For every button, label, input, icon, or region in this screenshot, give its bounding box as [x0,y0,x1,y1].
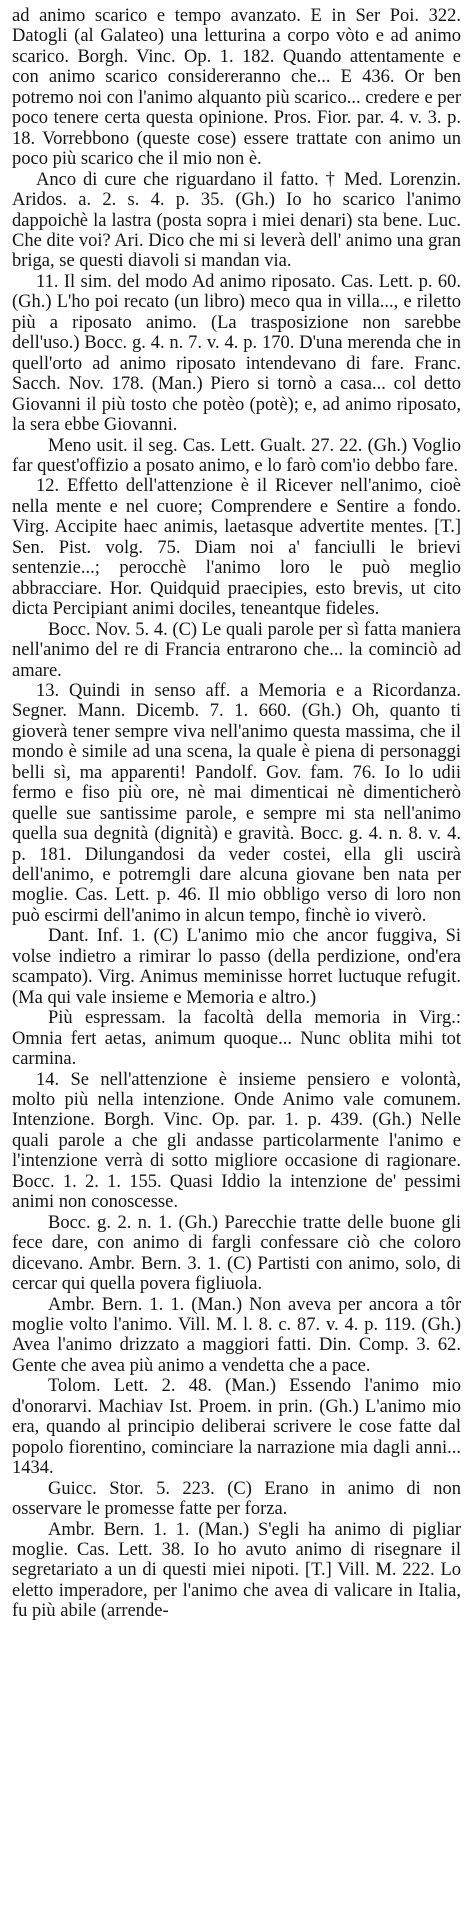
dictionary-paragraph [12,6,466,170]
dictionary-paragraph [12,680,466,926]
paragraph-text: Ambr. Bern. 1. 1. (Man.) S'egli ha animo di pigliar moglie. Cas. Lett. 38. Io ho avuto animo di risegnare il segretariato a un di questi miei nipoti. [T.] Vill. M. 222. Lo eletto imperadore, per l'animo che avea di valicare in Italia, fu più abile (arrende- [12,1519,466,1622]
paragraph-text: 14. Se nell'attenzione è insieme pensiero e volontà, molto più nella intenzione. Onde Animo vale comunem. Intenzione. Borgh. Vinc. Op. par. 1. p. 439. (Gh.) Nelle quali parole a che gli andasse particolarmente l'animo e l'intenzione verrà di sotto migliore occasione di ragionare. Bocc. 1. 2. 1. 155. Quasi Iddio la intenzione de' pessimi animi non conoscesse. [12,1069,466,1213]
paragraph-text: 11. Il sim. del modo Ad animo riposato. Cas. Lett. p. 60. (Gh.) L'ho poi recato (un libro) meco qua in villa..., e riletto più a riposato animo. (La trasposizione non sarebbe dell'uso.) Bocc. g. 4. n. 7. v. 4. p. 170. D'una merenda che in quell'orto ad animo riposato intendevano di fare. Franc. Sacch. Nov. 178. (Man.) Piero si tornò a casa... col detto Giovanni il più tosto che potèo (potè); e, ad animo riposato, la sera ebbe Giovanni. [12,271,466,436]
paragraph-text: Guicc. Stor. 5. 223. (C) Erano in animo di non osservare le promesse fatte per forza. [12,1478,466,1520]
paragraph-text: ad animo scarico e tempo avanzato. E in Ser Poi. 322. Datogli (al Galateo) una letturina a corpo vòto e ad animo scarico. Borgh. Vinc. Op. 1. 182. Quando attentamente e con animo scarico considereranno che... E 436. Or ben potremo noi con l'animo alquanto più scarico... credere e per poco tenere certa questa opinione. Pros. Fior. par. 4. v. 3. p. 18. Vorrebbono (queste cose) essere trattate con animo un poco più scarico che il mio non è. [12,6,466,170]
paragraph-text: Dant. Inf. 1. (C) L'animo mio che ancor fuggiva, Si volse indietro a rimirar lo passo (della perdizione, ond'era scampato). Virg. Animus meminisse horret luctuque refugit. (Ma qui vale insieme e Memoria e altro.) [12,926,466,1008]
paragraph-text: Bocc. g. 2. n. 1. (Gh.) Parecchie tratte delle buone gli fece dare, con animo di fargli confessare ciò che coloro dicevano. Ambr. Bern. 3. 1. (C) Partisti con animo, solo, di cercar qui quella povera figliuola. [12,1212,466,1295]
dictionary-paragraph [12,926,466,1008]
dictionary-paragraph [12,1212,466,1295]
paragraph-text: Tolom. Lett. 2. 48. (Man.) Essendo l'animo mio d'onorarvi. Machiav Ist. Proem. in prin. (Gh.) L'animo mio era, quando al principio deliberai scrivere le cose fatte dal popolo fiorentino, cominciare la narrazione mia dagli anni... 1434. [12,1376,466,1479]
paragraph-text: Bocc. Nov. 5. 4. (C) Le quali parole per sì fatta maniera nell'animo del re di Francia entrarono che... la cominciò ad amare. [12,619,466,681]
dictionary-paragraph [12,1376,466,1479]
dictionary-paragraph [12,1069,466,1213]
paragraph-text: Anco di cure che riguardano il fatto. † Med. Lorenzin. Aridos. a. 2. s. 4. p. 35. (Gh.) Io ho scarico l'animo dappoichè la lastra (posta sopra i miei denari) sta bene. Luc. Che dite voi? Ari. Dico che mi si leverà dell' animo una gran briga, se questi diavoli si mandan via. [12,169,466,272]
paragraph-text: Meno usit. il seg. Cas. Lett. Gualt. 27. 22. (Gh.) Voglio far quest'offizio a posato animo, e lo farò com'io debbo fare. [12,435,466,476]
dictionary-paragraph [12,619,466,681]
paragraph-text: Ambr. Bern. 1. 1. (Man.) Non aveva per ancora a tôr moglie volto l'animo. Vill. M. l. 8. c. 87. v. 4. p. 119. (Gh.) Avea l'animo drizzato a maggiori fatti. Din. Comp. 3. 62. Gente che avea più animo a vendetta che a pace. [12,1294,466,1376]
dictionary-paragraph [12,1294,466,1377]
dictionary-paragraph [12,476,466,620]
dictionary-paragraph [12,435,466,477]
paragraph-text: 13. Quindi in senso aff. a Memoria e a Ricordanza. Segner. Mann. Dicemb. 7. 1. 660. (Gh.) Oh, quanto ti gioverà tener sempre viva nell'animo questa massima, che il mondo è simile ad una scena, la quale è piena di personaggi belli sì, ma apparenti! Pandolf. Gov. fam. 76. Io lo udii fermo e fiso più ore, nè mai dimenticai nè dimenticherò quelle sue santissime parole, e sempre mi sta nell'animo quella sua degnità (dignità) e gravità. Bocc. g. 4. n. 8. v. 4. p. 181. Dilungandosi da veder costei, ella gli uscirà dell'animo, e potremgli dare alcuna giovane ben nata per moglie. Cas. Lett. p. 46. Il mio obbligo verso di loro non può escirmi dell'animo in alcun tempo, finchè io viverò. [12,680,466,926]
paragraph-text: 12. Effetto dell'attenzione è il Ricever nell'animo, cioè nella mente e nel cuore; Comprendere e Sentire a fondo. Virg. Accipite haec animis, laetasque advertite mentes. [T.] Sen. Pist. volg. 75. Diam noi a' fanciulli le brievi sentenzie...; perocchè l'animo loro le può meglio abbracciare. Hor. Quidquid praecipies, esto brevis, ut cito dicta Percipiant animi dociles, teneantque fideles. [12,476,466,620]
dictionary-paragraph [12,1478,466,1520]
dictionary-paragraph [12,1008,466,1070]
paragraph-text: Più espressam. la facoltà della memoria in Virg.: Omnia fert aetas, animum quoque... Nunc oblita mihi tot carmina. [12,1008,466,1070]
dictionary-paragraph [12,169,466,272]
dictionary-paragraph [12,1519,466,1622]
dictionary-paragraph [12,271,466,436]
